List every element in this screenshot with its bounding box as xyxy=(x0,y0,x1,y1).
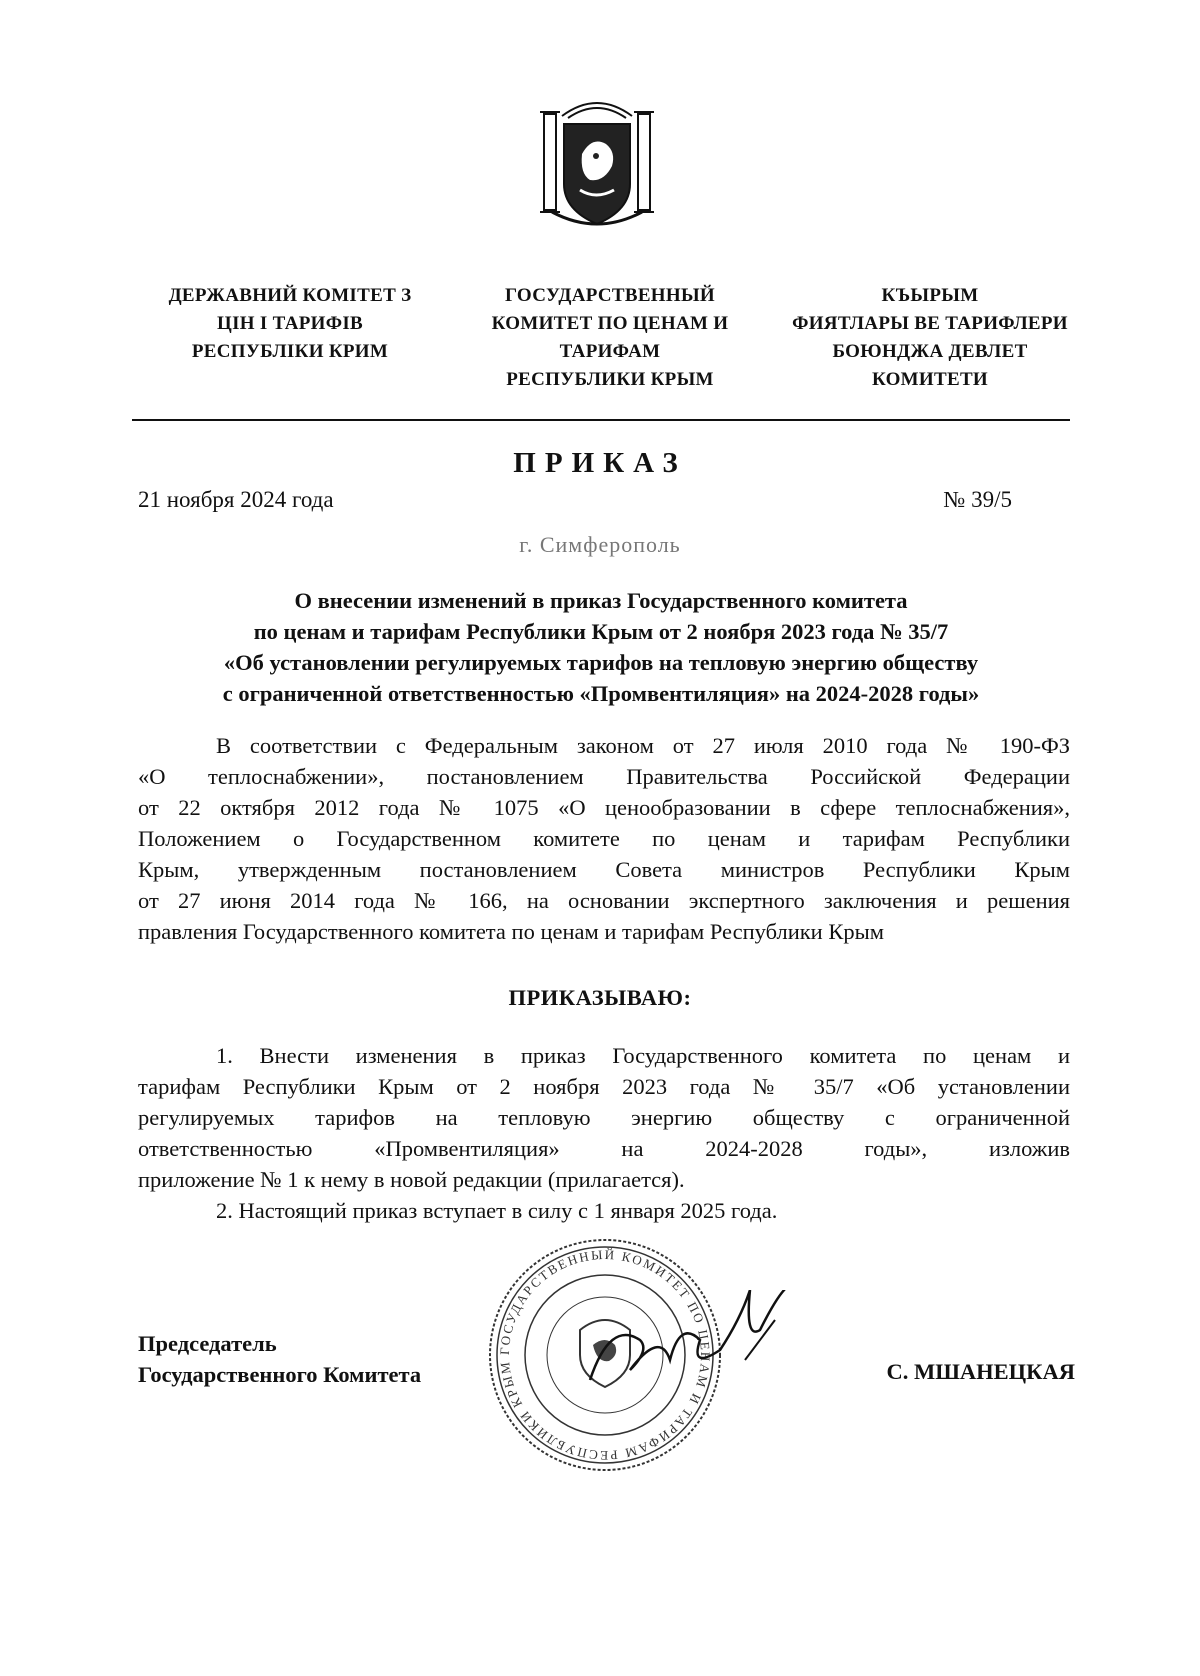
preamble-paragraph xyxy=(138,730,1070,947)
document-title: ПРИКАЗ xyxy=(513,447,687,479)
order-item-line: тарифам Республики Крым от 2 ноября 2023 года № 35/7 «Об установлении xyxy=(138,1074,1070,1099)
signer-name: С. МШАНЕЦКАЯ xyxy=(886,1359,1075,1384)
signer-position xyxy=(138,1328,421,1390)
header-russian xyxy=(455,282,765,394)
signer-position-line: Государственного Комитета xyxy=(138,1362,422,1387)
preamble-line: «О теплоснабжении», постановлением Правительства Российской Федерации xyxy=(138,764,1070,789)
order-item-line: 1. Внести изменения в приказ Государственного комитета по ценам и xyxy=(216,1043,1070,1068)
order-item-line: регулируемых тарифов на тепловую энергию обществу с ограниченной xyxy=(138,1105,1070,1130)
header-line: ДЕРЖАВНИЙ КОМІТЕТ З xyxy=(168,285,412,306)
header-crimean-tatar xyxy=(780,282,1080,394)
order-heading: ПРИКАЗЫВАЮ: xyxy=(508,985,692,1010)
header-line: ТАРИФАМ xyxy=(559,341,661,362)
header-line: ФИЯТЛАРЫ ВЕ ТАРИФЛЕРИ xyxy=(792,313,1068,334)
handwritten-signature xyxy=(570,1290,800,1410)
header-line: КОМИТЕТИ xyxy=(872,369,988,390)
subject-line: О внесении изменений в приказ Государственного комитета xyxy=(294,588,908,613)
header-line: РЕСПУБЛИКИ КРЫМ xyxy=(506,369,714,390)
order-item-line: ответственностью «Промвентиляция» на 2024-2028 годы», изложив xyxy=(138,1136,1070,1161)
order-item-line: приложение № 1 к нему в новой редакции (прилагается). xyxy=(138,1167,685,1192)
subject-line: «Об установлении регулируемых тарифов на тепловую энергию обществу xyxy=(223,650,979,675)
header-ukrainian xyxy=(145,282,435,366)
header-line: ГОСУДАРСТВЕННЫЙ xyxy=(505,285,715,306)
subject-line: с ограниченной ответственностью «Промвентиляция» на 2024-2028 годы» xyxy=(222,681,980,706)
coat-of-arms-emblem xyxy=(538,94,656,232)
header-line: БОЮНДЖА ДЕВЛЕТ xyxy=(832,341,1028,362)
header-line: КОМИТЕТ ПО ЦЕНАМ И xyxy=(491,313,729,334)
header-line: ЦІН І ТАРИФІВ xyxy=(217,313,363,334)
seal-text: ГОСУДАРСТВЕННЫЙ КОМИТЕТ ПО ЦЕНАМ И ТАРИФАМ РЕСПУБЛИКИ КРЫМ xyxy=(496,1246,714,1464)
document-number: № 39/5 xyxy=(943,487,1012,512)
header-divider xyxy=(132,419,1070,421)
order-item-line: 2. Настоящий приказ вступает в силу с 1 января 2025 года. xyxy=(216,1198,778,1223)
header-line: КЪЫРЫМ xyxy=(881,285,979,306)
preamble-line: от 22 октября 2012 года № 1075 «О ценообразовании в сфере теплоснабжения», xyxy=(138,795,1070,820)
preamble-line: Положением о Государственном комитете по ценам и тарифам Республики xyxy=(138,826,1070,851)
preamble-line: от 27 июня 2014 года № 166, на основании экспертного заключения и решения xyxy=(138,888,1070,913)
preamble-line: правления Государственного комитета по ценам и тарифам Республики Крым xyxy=(138,919,884,944)
document-date: 21 ноября 2024 года xyxy=(138,487,334,512)
preamble-line: В соответствии с Федеральным законом от 27 июля 2010 года № 190-ФЗ xyxy=(216,733,1070,758)
header-line: РЕСПУБЛІКИ КРИМ xyxy=(191,341,389,362)
subject-line: по ценам и тарифам Республики Крым от 2 ноября 2023 года № 35/7 xyxy=(253,619,949,644)
preamble-line: Крым, утвержденным постановлением Совета министров Республики Крым xyxy=(138,857,1070,882)
document-subject xyxy=(132,585,1070,709)
order-items xyxy=(138,1040,1070,1226)
document-city: г. Симферополь xyxy=(519,532,681,557)
signer-position-line: Председатель xyxy=(138,1331,277,1356)
